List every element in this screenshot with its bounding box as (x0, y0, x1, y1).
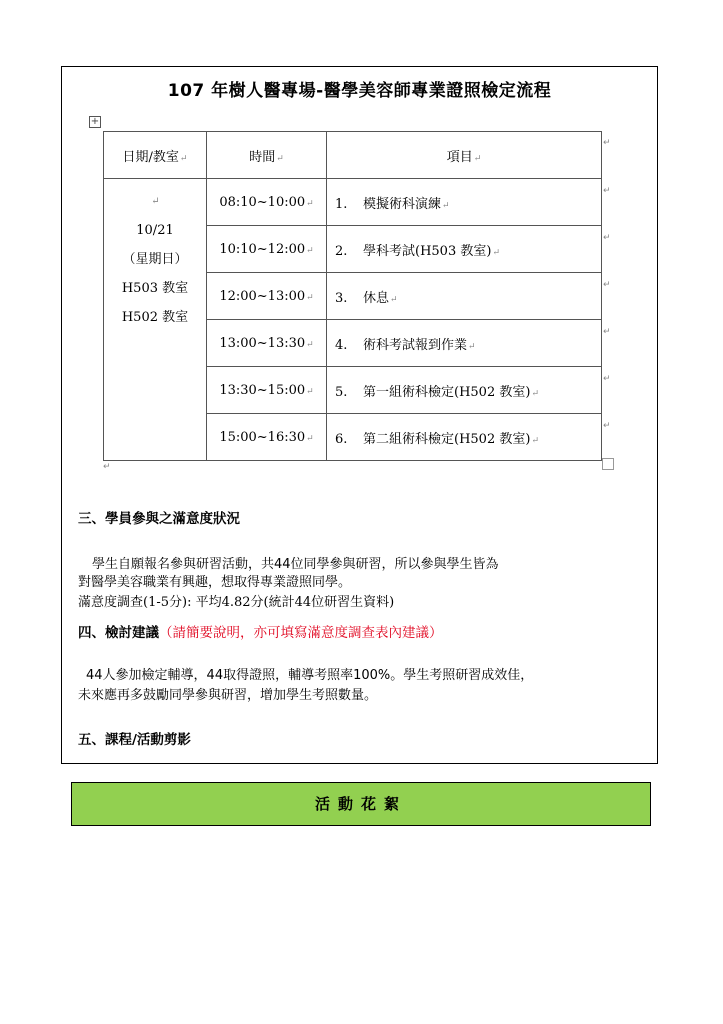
item-cell: 6. 第二組術科檢定(H502 教室)↵ (327, 414, 602, 461)
paragraph-mark: ↵ (103, 462, 111, 472)
header-time: 時間↵ (207, 132, 327, 179)
section4-line2: 未來應再多鼓勵同學參與研習，增加學生考照數量。 (78, 688, 378, 703)
document-title: 107 年樹人醫專場-醫學美容師專業證照檢定流程 (167, 81, 552, 101)
section4-heading-line (78, 621, 443, 641)
table-move-handle-icon[interactable]: + (90, 116, 100, 127)
header-date-room: 日期/教室↵ (104, 132, 207, 179)
section3-heading: 三、學員參與之滿意度狀況 (78, 511, 240, 527)
item-cell: 1. 模擬術科演練↵ (327, 179, 602, 226)
row-end-mark: ↵ (603, 374, 611, 384)
time-cell: 13:30~15:00↵ (207, 367, 327, 414)
section4-line1: 44人參加檢定輔導，44取得證照，輔導考照率100%。學生考照研習成效佳， (86, 668, 534, 683)
section3-line2: 對醫學美容職業有興趣，想取得專業證照同學。 (78, 575, 352, 590)
item-cell: 5. 第一組術科檢定(H502 教室)↵ (327, 367, 602, 414)
section3-line1: 學生自願報名參與研習活動，共44位同學參與研習，所以參與學生皆為 (92, 557, 499, 572)
section4-note: （請簡要說明，亦可填寫滿意度調查表內建議） (159, 625, 443, 641)
section3-satisfaction: 滿意度調查(1-5分): 平均4.82分(統計44位研習生資料) (78, 595, 395, 610)
section5-heading: 五、課程/活動剪影 (78, 732, 191, 748)
item-cell: 3. 休息↵ (327, 273, 602, 320)
item-cell: 2. 學科考試(H503 教室)↵ (327, 226, 602, 273)
section4-heading: 四、檢討建議 (78, 625, 159, 641)
table-resize-handle-icon[interactable] (602, 458, 614, 470)
date-room-cell: ↵ 10/21 （星期日） H503 教室 H502 教室 (104, 179, 207, 461)
row-end-mark: ↵ (603, 327, 611, 337)
row-end-mark: ↵ (603, 280, 611, 290)
activity-highlights-banner: 活動花絮 (71, 782, 651, 826)
row-end-mark: ↵ (603, 186, 611, 196)
table-row (104, 179, 602, 226)
header-item: 項目↵ (327, 132, 602, 179)
time-cell: 10:10~12:00↵ (207, 226, 327, 273)
room-h503: H503 教室 (121, 281, 189, 296)
row-end-mark: ↵ (603, 233, 611, 243)
weekday-value: （星期日） (122, 252, 188, 267)
item-cell: 4. 術科考試報到作業↵ (327, 320, 602, 367)
time-cell: 12:00~13:00↵ (207, 273, 327, 320)
row-end-mark: ↵ (603, 138, 611, 148)
time-cell: 08:10~10:00↵ (207, 179, 327, 226)
table-header-row (104, 132, 602, 179)
time-cell: 15:00~16:30↵ (207, 414, 327, 461)
schedule-table (103, 131, 602, 461)
row-end-mark: ↵ (603, 421, 611, 431)
room-h502: H502 教室 (121, 310, 189, 325)
date-value: 10/21 (136, 223, 174, 238)
time-cell: 13:00~13:30↵ (207, 320, 327, 367)
